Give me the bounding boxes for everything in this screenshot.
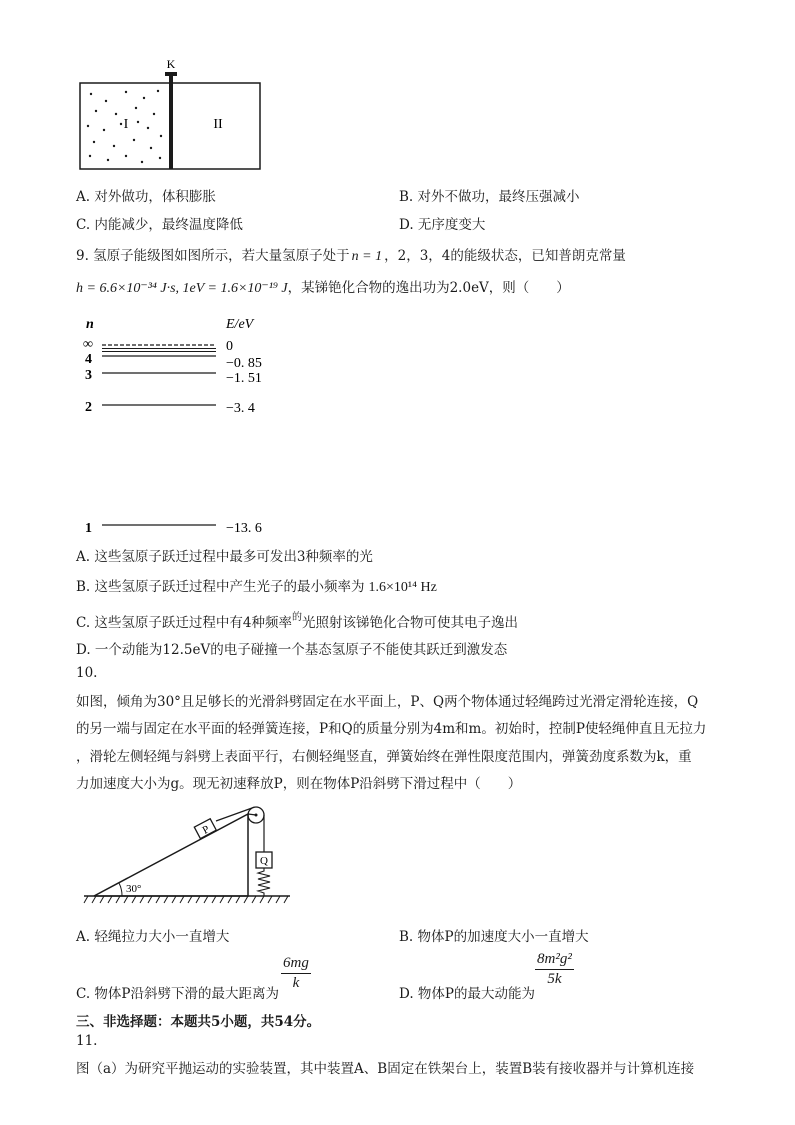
q10-option-c-numerator: 6mg (281, 955, 311, 974)
level-energy-3: −1. 51 (226, 371, 262, 386)
level-energy-2: −3. 4 (226, 401, 255, 416)
q10-stem-line1: 如图，倾角为30°且足够长的光滑斜劈固定在水平面上，P、Q两个物体通过轻绳跨过光滑定滑轮连接，Q (76, 694, 699, 710)
level-n-2: 2 (85, 400, 92, 415)
q9-option-a: A. 这些氢原子跃迁过程中最多可发出3种频率的光 (76, 549, 373, 565)
q11-stem: 图（a）为研究平抛运动的实验装置，其中装置A、B固定在铁架台上，装置B装有接收器并与计算机连接 (76, 1061, 695, 1077)
q9-option-b-text: B. 这些氢原子跃迁过程中产生光子的最小频率为 (76, 579, 365, 595)
q9-option-d: D. 一个动能为12.5eV的电子碰撞一个基态氢原子不能使其跃迁到激发态 (76, 642, 508, 658)
q10-option-a: A. 轻绳拉力大小一直增大 (76, 929, 230, 945)
ground-hatch (84, 896, 288, 903)
gas-container-diagram (76, 56, 266, 171)
q10-stem-line3: ，滑轮左侧轻绳与斜劈上表面平行，右侧轻绳竖直，弹簧始终在弹性限度范围内，弹簧劲度系数为k，重 (76, 749, 692, 765)
block-p-label: P (200, 823, 212, 837)
chamber-ii-label: II (213, 117, 223, 132)
q8-option-a: A. 对外做功，体积膨胀 (76, 189, 216, 205)
chamber-i-label: I (123, 117, 129, 132)
q10-option-d-text: D. 物体P的最大动能为 (399, 986, 536, 1002)
level-energy-inf: 0 (226, 339, 233, 354)
incline-pulley-diagram (80, 800, 295, 912)
n-axis-label: n (86, 317, 94, 332)
q8-option-b: B. 对外不做功，最终压强减小 (399, 189, 580, 205)
q9-option-c-text-a: C. 这些氢原子跃迁过程中有4种频率 (76, 615, 293, 631)
block-p (194, 819, 216, 840)
energy-axis-label: E/eV (226, 317, 254, 332)
q9-option-b (76, 575, 437, 596)
q10-option-d-numerator: 8m²g² (535, 951, 574, 970)
block-q-label: Q (260, 855, 268, 867)
level-energy-4: −0. 85 (226, 356, 262, 371)
q9-stem-part-a: 9. 氢原子能级图如图所示，若大量氢原子处于 (76, 248, 350, 264)
q9-stem-line1 (76, 244, 626, 265)
energy-level-diagram (80, 310, 290, 540)
partition (169, 74, 173, 169)
q10-option-c-text: C. 物体P沿斜劈下滑的最大距离为 (76, 986, 280, 1002)
level-n-4: 4 (85, 352, 92, 367)
q11-number: 11. (76, 1033, 98, 1049)
q9-constants-formula: h = 6.6×10⁻³⁴ J·s, 1eV = 1.6×10⁻¹⁹ J (76, 281, 288, 296)
q9-stem-part-b: ，2，3，4的能级状态，已知普朗克常量 (384, 248, 626, 264)
q10-stem-line4: 力加速度大小为g。现无初速释放P，则在物体P沿斜劈下滑过程中（ ） (76, 776, 522, 792)
q10-option-d-denominator: 5k (547, 971, 562, 987)
q9-option-c (76, 611, 518, 631)
q10-number: 10. (76, 665, 98, 681)
level-n-3: 3 (85, 368, 92, 383)
section-heading: 三、非选择题：本题共5小题，共54分。 (76, 1014, 321, 1030)
q8-option-c: C. 内能减少，最终温度降低 (76, 217, 243, 233)
q9-option-c-text-b: 光照射该锑铯化合物可使其电子逸出 (302, 615, 519, 631)
q9-stem-part-c: ，某锑铯化合物的逸出功为2.0eV，则（ ） (287, 280, 570, 296)
q10-option-c-denominator: k (292, 975, 300, 991)
angle-label: 30° (126, 883, 142, 895)
q10-option-d-fraction (535, 951, 574, 988)
q9-n-equals: n = 1 (351, 249, 383, 264)
level-n-inf: ∞ (83, 337, 93, 352)
q10-stem-line2: 的另一端与固定在水平面的轻弹簧连接，P和Q的质量分别为4m和m。初始时，控制P使轻绳伸直且无拉力 (76, 721, 707, 737)
q9-option-b-value: 1.6×10¹⁴ Hz (368, 580, 437, 595)
spring (258, 868, 270, 896)
level-energy-1: −13. 6 (226, 521, 262, 536)
q9-option-c-sup: 的 (292, 612, 303, 623)
switch-label: K (166, 57, 176, 71)
switch-k (165, 72, 177, 76)
q10-option-b: B. 物体P的加速度大小一直增大 (399, 929, 589, 945)
level-n-1: 1 (85, 521, 92, 536)
q9-stem-line2 (76, 276, 570, 297)
q10-option-c-fraction (281, 955, 311, 992)
q8-option-d: D. 无序度变大 (399, 217, 486, 233)
incline-wedge (94, 814, 248, 896)
angle-arc (119, 883, 122, 896)
